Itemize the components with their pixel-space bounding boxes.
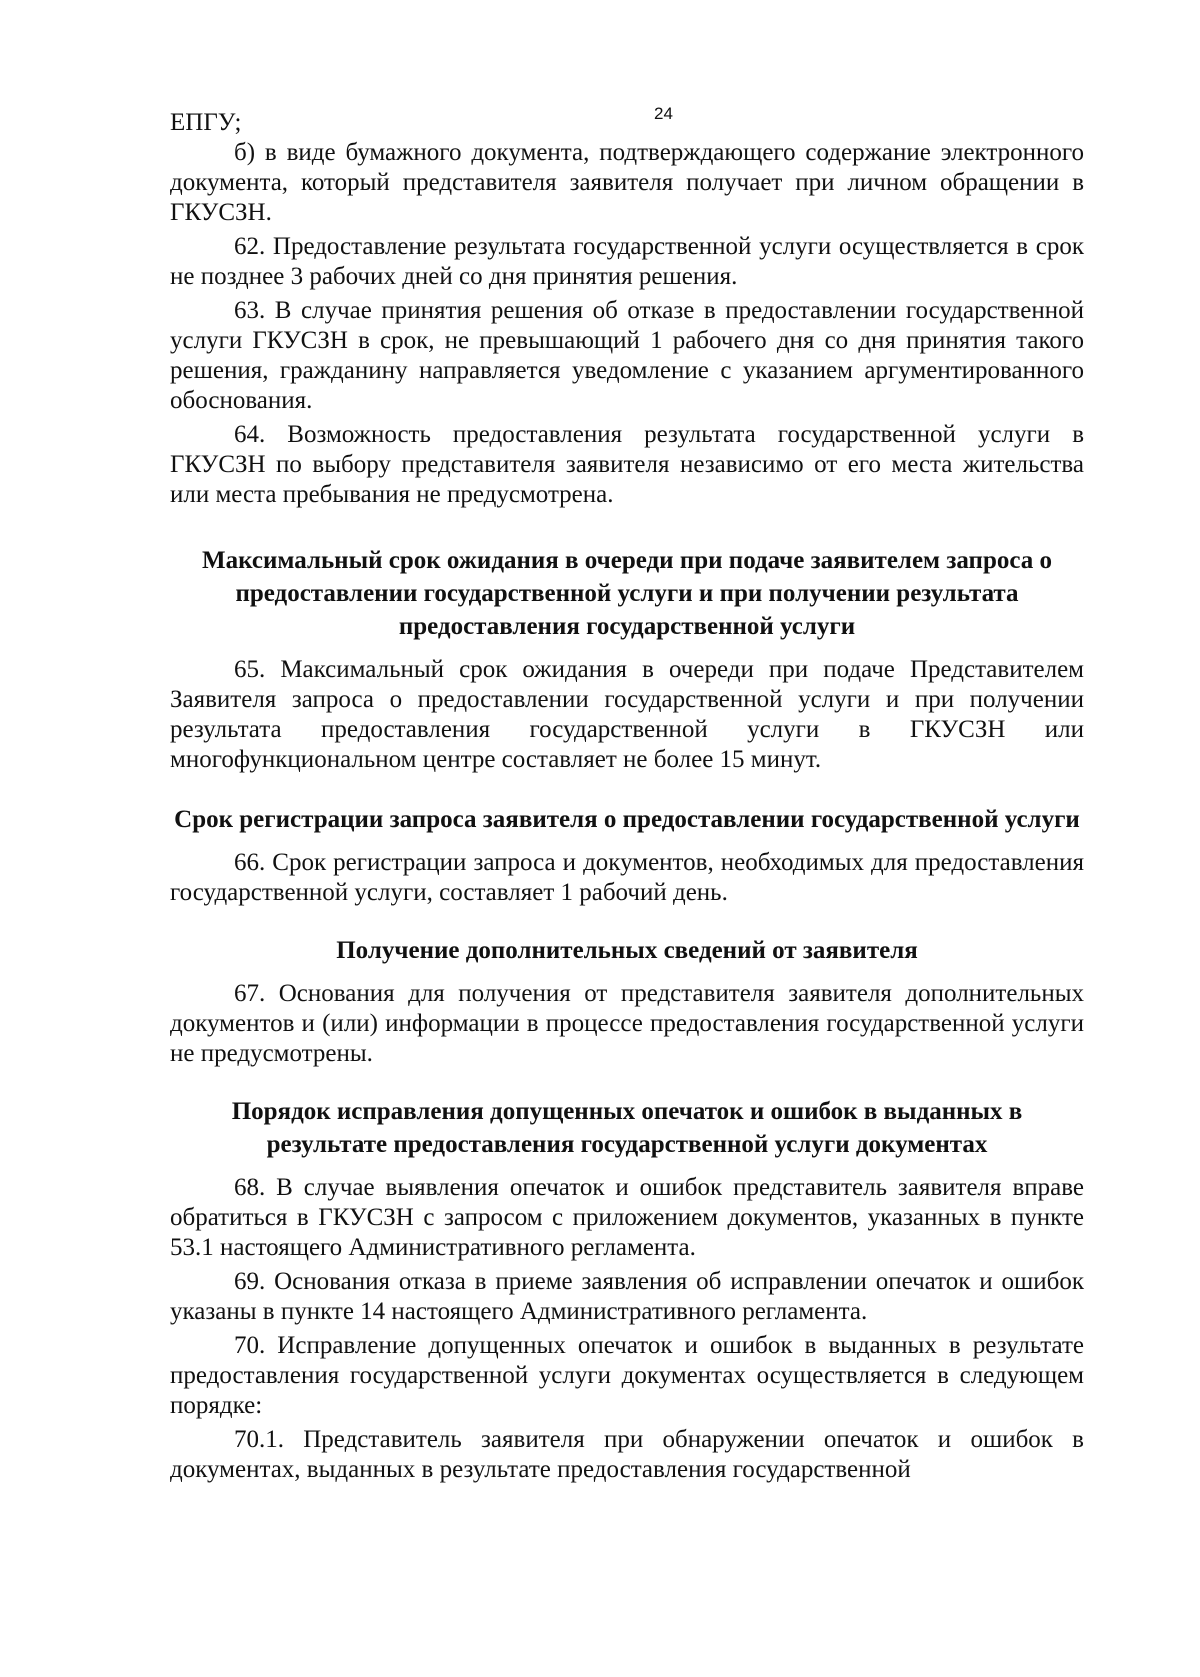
paragraph-66: 66. Срок регистрации запроса и документов, необходимых для предоставления государственной услуги, составляет 1 рабочий день.	[170, 849, 1084, 906]
paragraph-65: 65. Максимальный срок ожидания в очереди при подаче Представителем Заявителя запроса о предоставлении государственной услуги и при получении результата предоставления государственной услуги в ГКУСЗН или многофункциональном центре составляет не более 15 минут.	[170, 656, 1084, 773]
paragraph-70: 70. Исправление допущенных опечаток и ошибок в выданных в результате предоставления государственной услуги документах осуществляется в следующем порядке:	[170, 1332, 1084, 1419]
paragraph-epgu: ЕПГУ;	[170, 109, 242, 136]
section-heading-additional-info: Получение дополнительных сведений от заявителя	[336, 937, 918, 964]
paragraph-62: 62. Предоставление результата государственной услуги осуществляется в срок не позднее 3 рабочих дней со дня принятия решения.	[170, 233, 1084, 290]
paragraph-63: 63. В случае принятия решения об отказе в предоставлении государственной услуги ГКУСЗН в срок, не превышающий 1 рабочего дня со дня принятия такого решения, гражданину направляется уведомление с указанием аргументированного обоснования.	[170, 297, 1084, 414]
section-heading-registration: Срок регистрации запроса заявителя о предоставлении государственной услуги	[174, 806, 1080, 833]
page-number: 24	[654, 104, 673, 123]
paragraph-70-1: 70.1. Представитель заявителя при обнаружении опечаток и ошибок в документах, выданных в результате предоставления государственной	[170, 1426, 1084, 1483]
section-heading-max-wait: Максимальный срок ожидания в очереди при подаче заявителем запроса о предоставлении государственной услуги и при получении результата предоставления государственной услуги	[201, 547, 1052, 640]
paragraph-b: б) в виде бумажного документа, подтверждающего содержание электронного документа, который представителя заявителя получает при личном обращении в ГКУСЗН.	[170, 139, 1084, 226]
paragraph-67: 67. Основания для получения от представителя заявителя дополнительных документов и (или) информации в процессе предоставления государственной услуги не предусмотрены.	[170, 980, 1084, 1067]
paragraph-69: 69. Основания отказа в приеме заявления об исправлении опечаток и ошибок указаны в пункте 14 настоящего Административного регламента.	[170, 1268, 1084, 1325]
section-heading-corrections: Порядок исправления допущенных опечаток и ошибок в выданных в результате предоставления государственной услуги документах	[231, 1098, 1023, 1158]
paragraph-68: 68. В случае выявления опечаток и ошибок представитель заявителя вправе обратиться в ГКУСЗН с запросом с приложением документов, указанных в пункте 53.1 настоящего Административного регламента.	[170, 1174, 1084, 1261]
document-body	[170, 108, 1084, 1485]
paragraph-64: 64. Возможность предоставления результата государственной услуги в ГКУСЗН по выбору представителя заявителя независимо от его места жительства или места пребывания не предусмотрена.	[170, 421, 1084, 508]
